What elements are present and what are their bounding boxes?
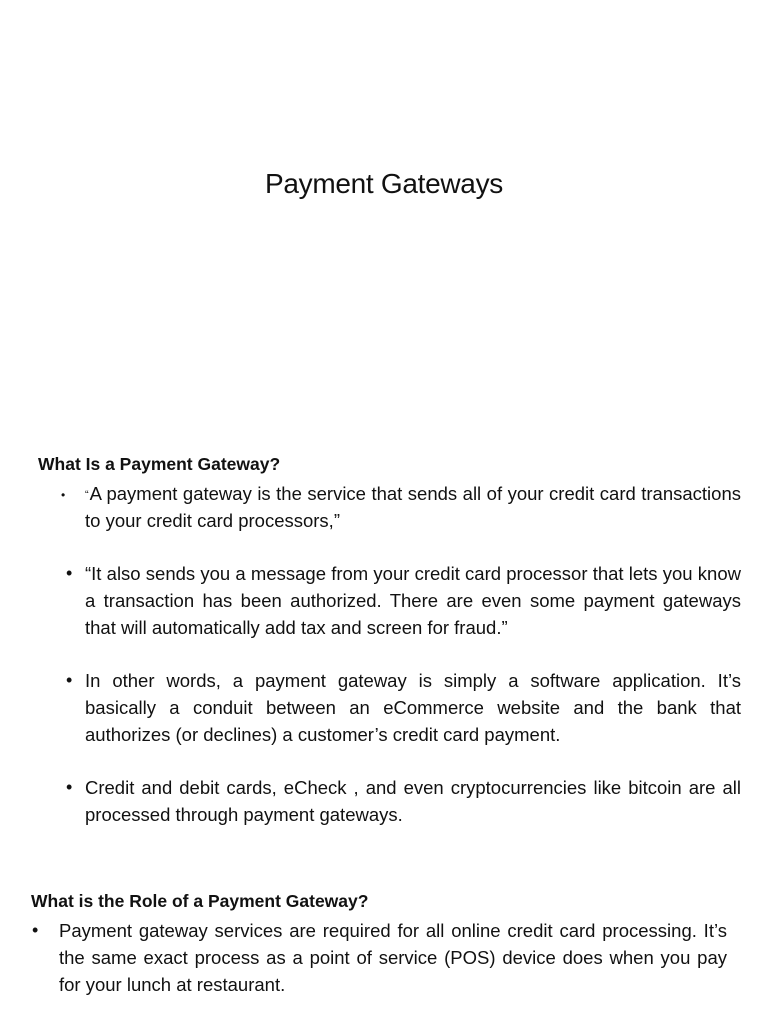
list-item-text: Credit and debit cards, eCheck , and even cryptocurrencies like bitcoin are all processed through payment gateways. [85, 777, 741, 825]
list-item [66, 667, 741, 748]
list-item-text: “It also sends you a message from your credit card processor that lets you know a transaction has been authorized. There are even some payment gateways that will automatically add tax and screen for fraud.” [85, 563, 741, 638]
list-item [66, 774, 741, 828]
open-quote: “ [85, 489, 89, 501]
bullet-list-role [32, 917, 727, 998]
section-heading-role: What is the Role of a Payment Gateway? [31, 891, 369, 911]
list-item [66, 560, 741, 641]
list-item [61, 480, 741, 534]
bullet-icon: • [61, 488, 66, 502]
bullet-icon: • [32, 920, 39, 940]
list-item-text: A payment gateway is the service that sends all of your credit card transactions to your credit card processors,” [85, 483, 741, 531]
list-item [32, 917, 727, 998]
list-item-text: Payment gateway services are required for all online credit card processing. It’s the same exact process as a point of service (POS) device does when you pay for your lunch at restaurant. [59, 920, 727, 995]
bullet-icon: • [66, 563, 73, 583]
section-heading-what-is: What Is a Payment Gateway? [38, 454, 281, 474]
bullet-list-what-is [61, 480, 741, 854]
page-title: Payment Gateways [265, 168, 503, 199]
list-item-text: In other words, a payment gateway is simply a software application. It’s basically a conduit between an eCommerce website and the bank that authorizes (or declines) a customer’s credit card payment. [85, 670, 741, 745]
bullet-icon: • [66, 777, 73, 797]
bullet-icon: • [66, 670, 73, 690]
